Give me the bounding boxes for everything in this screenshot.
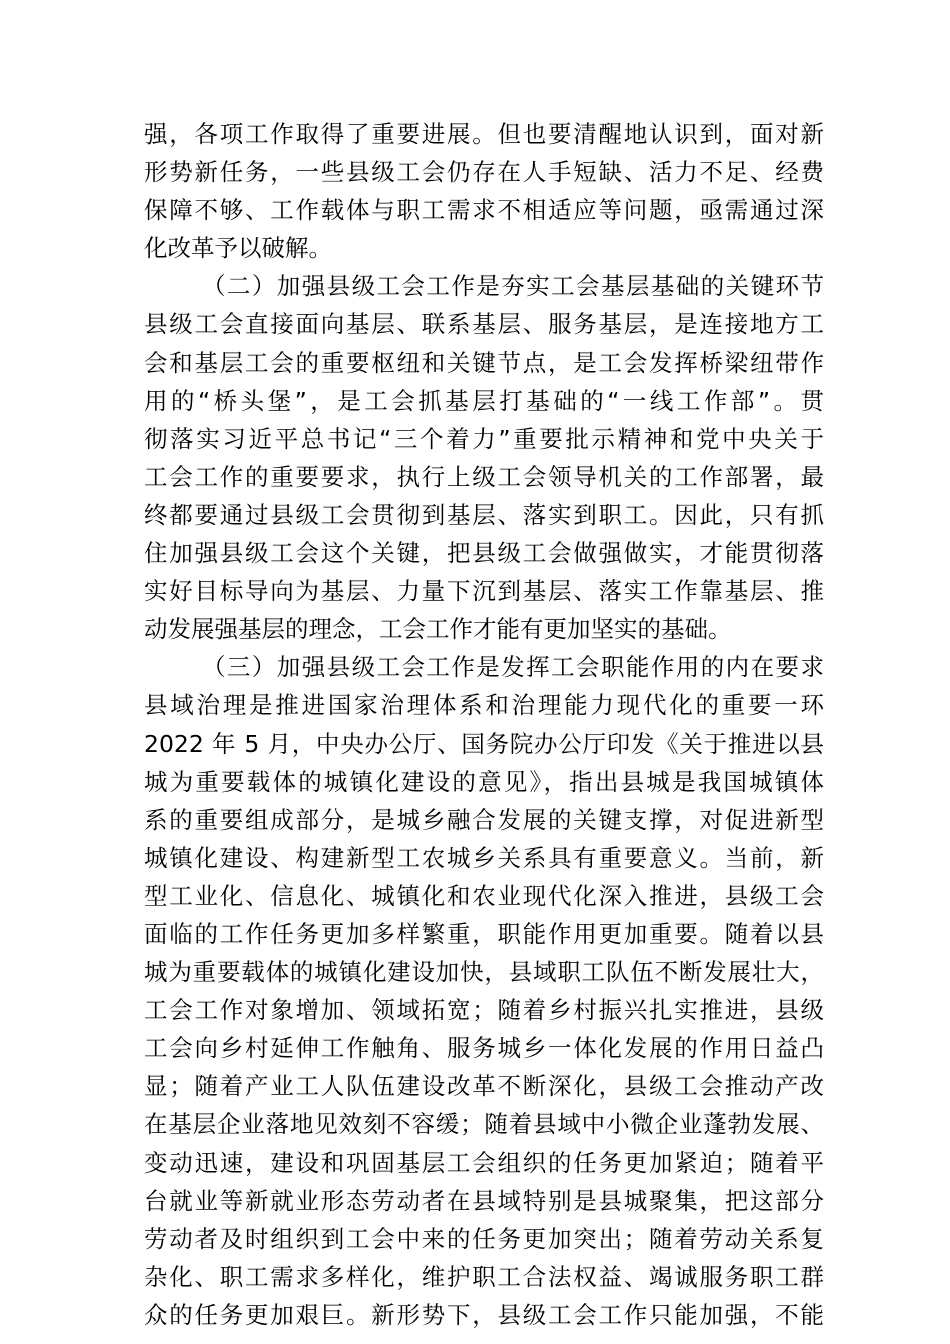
- section-heading-line: （三）加强县级工会工作是发挥工会职能作用的内在要求: [202, 653, 824, 682]
- body-text: [144, 115, 824, 1334]
- text-line: 化改革予以破解。: [144, 234, 332, 263]
- text-line: 动发展强基层的理念，工会工作才能有更加坚实的基础。: [144, 615, 732, 644]
- text-line: 县域治理是推进国家治理体系和治理能力现代化的重要一环: [144, 691, 824, 720]
- text-line: 彻落实习近平总书记“三个着力”重要批示精神和党中央关于: [144, 424, 824, 453]
- text-line: 系的重要组成部分，是城乡融合发展的关键支撑，对促进新型: [144, 805, 824, 834]
- text-line: 城镇化建设、构建新型工农城乡关系具有重要意义。当前，新: [144, 843, 824, 872]
- text-line: 县级工会直接面向基层、联系基层、服务基层，是连接地方工: [144, 310, 824, 339]
- text-line: 型工业化、信息化、城镇化和农业现代化深入推进，县级工会: [144, 881, 824, 910]
- text-line: 在基层企业落地见效刻不容缓；随着县域中小微企业蓬勃发展、: [144, 1110, 824, 1139]
- text-line: 变动迅速，建设和巩固基层工会组织的任务更加紧迫；随着平: [144, 1148, 824, 1177]
- text-line: 实好目标导向为基层、力量下沉到基层、落实工作靠基层、推: [144, 577, 824, 606]
- text-line: 面临的工作任务更加多样繁重，职能作用更加重要。随着以县: [144, 919, 824, 948]
- text-line: 形势新任务，一些县级工会仍存在人手短缺、活力不足、经费: [144, 158, 824, 187]
- text-line: 劳动者及时组织到工会中来的任务更加突出；随着劳动关系复: [144, 1224, 824, 1253]
- text-line: 工会工作对象增加、领域拓宽；随着乡村振兴扎实推进，县级: [144, 996, 824, 1025]
- text-line: 终都要通过县级工会贯彻到基层、落实到职工。因此，只有抓: [144, 500, 824, 529]
- text-line: 城为重要载体的城镇化建设加快，县域职工队伍不断发展壮大，: [144, 958, 824, 987]
- text-line: 会和基层工会的重要枢纽和关键节点，是工会发挥桥梁纽带作: [144, 348, 824, 377]
- text-line: 工会工作的重要要求，执行上级工会领导机关的工作部署，最: [144, 462, 824, 491]
- text-line: 杂化、职工需求多样化，维护职工合法权益、竭诚服务职工群: [144, 1262, 824, 1291]
- text-line: 住加强县级工会这个关键，把县级工会做强做实，才能贯彻落: [144, 539, 824, 568]
- text-line: 2022 年 5 月，中央办公厅、国务院办公厅印发《关于推进以县: [144, 729, 824, 758]
- text-line: 台就业等新就业形态劳动者在县域特别是县城聚集，把这部分: [144, 1186, 824, 1215]
- text-line: 用的“桥头堡”，是工会抓基层打基础的“一线工作部”。贯: [144, 386, 824, 415]
- text-line: 强，各项工作取得了重要进展。但也要清醒地认识到，面对新: [144, 120, 824, 148]
- text-line: 工会向乡村延伸工作触角、服务城乡一体化发展的作用日益凸: [144, 1034, 824, 1063]
- text-line: 众的任务更加艰巨。新形势下，县级工会工作只能加强，不能: [144, 1300, 824, 1329]
- text-line: 显；随着产业工人队伍建设改革不断深化，县级工会推动产改: [144, 1072, 824, 1101]
- text-line: 保障不够、工作载体与职工需求不相适应等问题，亟需通过深: [144, 196, 824, 225]
- text-line: 城为重要载体的城镇化建设的意见》，指出县城是我国城镇体: [144, 767, 824, 796]
- section-heading-line: （二）加强县级工会工作是夯实工会基层基础的关键环节: [202, 272, 824, 301]
